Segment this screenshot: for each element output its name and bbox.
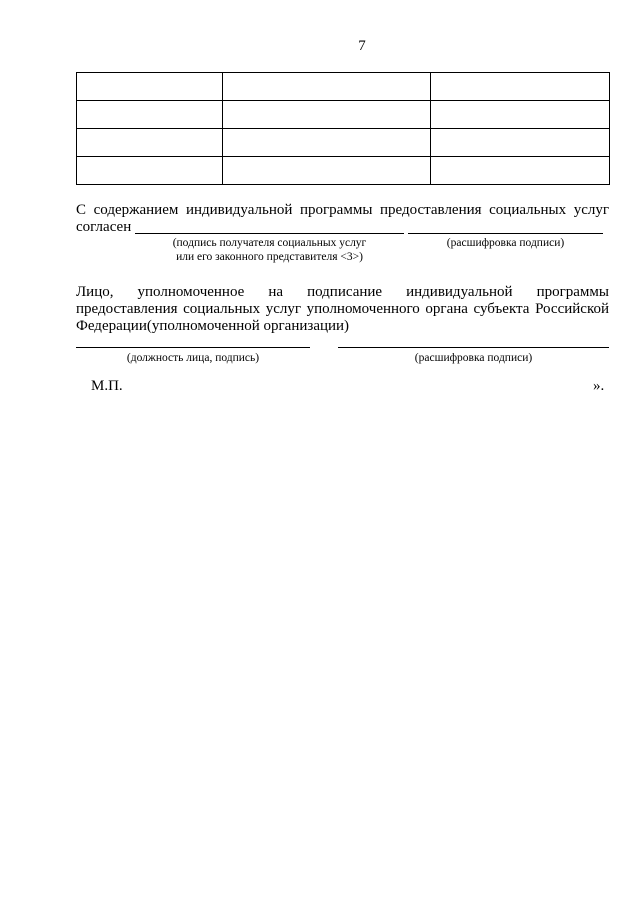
table-cell xyxy=(431,129,610,157)
recipient-signature-caption xyxy=(135,236,404,264)
table-cell xyxy=(223,101,431,129)
authorized-person-statement xyxy=(76,284,609,335)
page-number: 7 xyxy=(358,38,366,54)
table-cell xyxy=(223,73,431,101)
official-decoding-caption: (расшифровка подписи) xyxy=(414,352,533,364)
table-cell xyxy=(431,157,610,185)
table-cell xyxy=(223,157,431,185)
statement-line: предоставления социальных услуг уполномоченного органа субъекта Российской xyxy=(76,301,609,317)
table-cell xyxy=(431,73,610,101)
table-cell xyxy=(77,157,223,185)
official-position-caption: (должность лица, подпись) xyxy=(126,352,260,364)
caption-line: или его законного представителя <3>) xyxy=(176,251,363,263)
consent-statement: С содержанием индивидуальной программы предоставления социальных услуг xyxy=(76,202,609,218)
table-cell xyxy=(431,101,610,129)
stamp-label: М.П. xyxy=(91,378,123,394)
statement-line: Лицо, уполномоченное на подписание индивидуальной программы xyxy=(76,284,609,300)
table-cell xyxy=(223,129,431,157)
table-row xyxy=(77,101,610,129)
blank-table xyxy=(76,72,610,185)
closing-quote: ». xyxy=(593,378,605,394)
table-row xyxy=(77,157,610,185)
official-decoding-field[interactable] xyxy=(338,347,609,348)
table-cell xyxy=(77,73,223,101)
recipient-decoding-field[interactable] xyxy=(408,219,603,234)
recipient-decoding-caption: (расшифровка подписи) xyxy=(446,237,565,249)
consent-agree-label: согласен xyxy=(76,219,132,235)
table-cell xyxy=(77,129,223,157)
caption-line: (подпись получателя социальных услуг xyxy=(172,237,367,249)
table-row xyxy=(77,129,610,157)
statement-line: Федерации(уполномоченной организации) xyxy=(76,318,350,334)
official-position-signature-field[interactable] xyxy=(76,347,310,348)
table-row xyxy=(77,73,610,101)
recipient-signature-field[interactable] xyxy=(135,219,404,234)
table-cell xyxy=(77,101,223,129)
